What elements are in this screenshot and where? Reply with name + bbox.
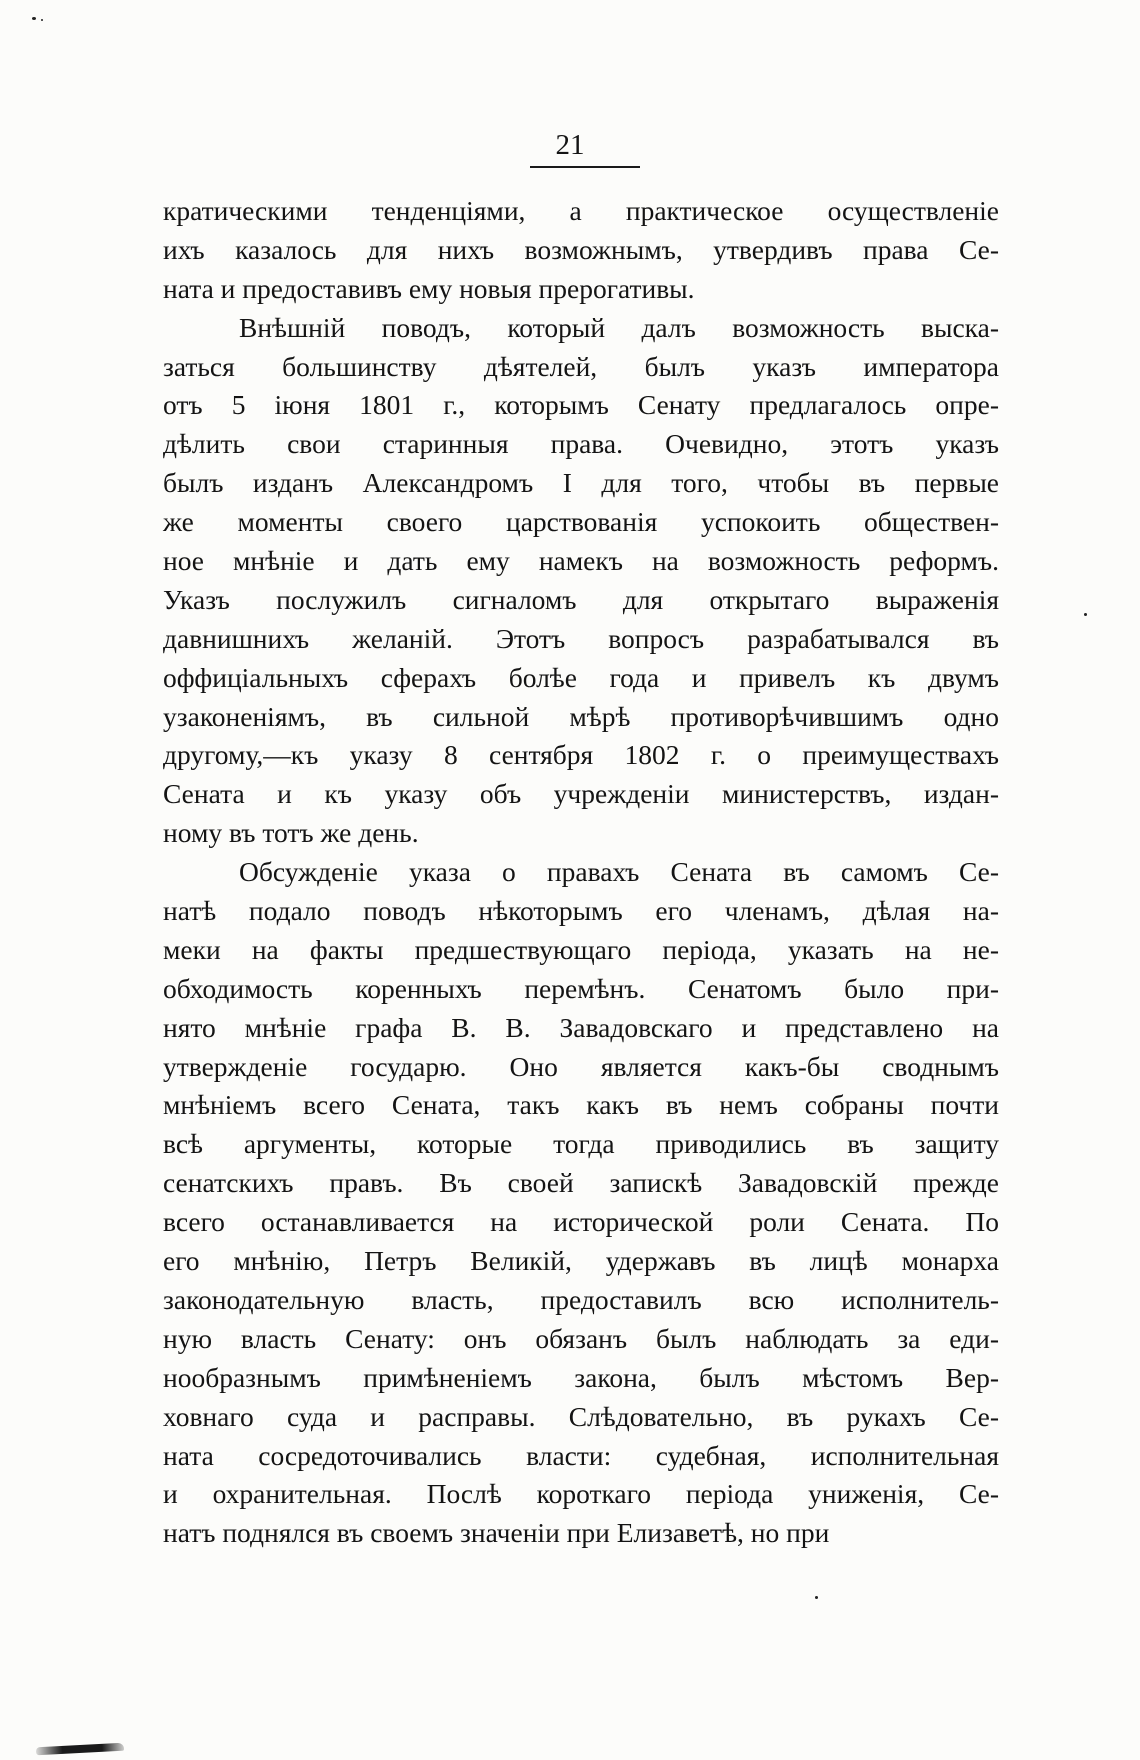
text-line: дѣлить свои старинныя права. Очевидно, этотъ указъ [163, 428, 999, 460]
text-line: меки на факты предшествующаго періода, указать на не- [163, 933, 999, 965]
text-line: ному въ тотъ же день. [163, 817, 419, 849]
text-line: нято мнѣніе графа В. В. Завадовскаго и представлено на [163, 1011, 999, 1043]
text-line: заться большинству дѣятелей, былъ указъ императора [163, 350, 999, 382]
text-line: другому,—къ указу 8 сентября 1802 г. о преимуществахъ [163, 739, 999, 771]
scan-speck [32, 17, 36, 20]
text-line: нообразнымъ примѣненіемъ закона, былъ мѣстомъ Вер- [163, 1361, 999, 1393]
text-line: Внѣшній поводъ, который далъ возможность выска- [239, 311, 999, 343]
text-line: ную власть Сенату: онъ обязанъ былъ наблюдать за еди- [163, 1322, 999, 1354]
text-line: натѣ подало поводъ нѣкоторымъ его членамъ, дѣлая на- [163, 895, 999, 927]
text-line: всѣ аргументы, которые тогда приводились въ защиту [163, 1128, 999, 1160]
text-line: всего останавливается на исторической роли Сената. По [163, 1206, 999, 1238]
text-line: сенатскихъ правъ. Въ своей запискѣ Завадовскій прежде [163, 1167, 999, 1199]
text-line: ихъ казалось для нихъ возможнымъ, утвердивъ права Се- [163, 233, 999, 265]
text-line: ное мнѣніе и дать ему намекъ на возможность реформъ. [163, 545, 999, 577]
text-line: же моменты своего царствованія успокоить обществен- [163, 506, 999, 538]
text-line: ховнаго суда и расправы. Слѣдовательно, въ рукахъ Се- [163, 1400, 999, 1432]
text-line: оффиціальныхъ сферахъ болѣе года и привелъ къ двумъ [163, 661, 999, 693]
text-line: мнѣніемъ всего Сената, такъ какъ въ немъ собраны почти [163, 1089, 999, 1121]
text-line: ната сосредоточивались власти: судебная, исполнительная [163, 1439, 999, 1471]
text-line: отъ 5 іюня 1801 г., которымъ Сенату предлагалось опре- [163, 389, 999, 421]
scan-smudge [36, 1743, 124, 1756]
page-number: 21 [555, 129, 585, 161]
scan-speck [815, 1596, 818, 1599]
text-line: Указъ послужилъ сигналомъ для открытаго выраженія [163, 583, 999, 615]
text-line: натъ поднялся въ своемъ значеніи при Елизаветѣ, но при [163, 1517, 830, 1549]
text-line: ната и предоставивъ ему новыя прерогативы. [163, 272, 695, 304]
scan-speck [1084, 613, 1087, 616]
body-text [163, 192, 999, 1553]
page-number-rule [530, 166, 640, 168]
text-line: обходимость коренныхъ перемѣнъ. Сенатомъ было при- [163, 972, 999, 1004]
text-line: законодательную власть, предоставилъ всю исполнитель- [163, 1283, 999, 1315]
text-line: давнишнихъ желаній. Этотъ вопросъ разрабатывался въ [163, 622, 999, 654]
text-line: былъ изданъ Александромъ I для того, чтобы въ первые [163, 467, 999, 499]
scan-speck [41, 19, 43, 21]
text-line: и охранительная. Послѣ короткаго періода униженія, Се- [163, 1478, 999, 1510]
text-line: Сената и къ указу объ учрежденіи министерствъ, издан- [163, 778, 999, 810]
text-line: его мнѣнію, Петръ Великій, удержавъ въ лицѣ монарха [163, 1245, 999, 1277]
text-line: утвержденіе государю. Оно является какъ-бы своднымъ [163, 1050, 999, 1082]
text-line: кратическими тенденціями, а практическое осуществленіе [163, 195, 999, 226]
text-line: узаконеніямъ, въ сильной мѣрѣ противорѣчившимъ одно [163, 700, 999, 732]
text-line: Обсужденіе указа о правахъ Сената въ самомъ Се- [239, 856, 999, 888]
